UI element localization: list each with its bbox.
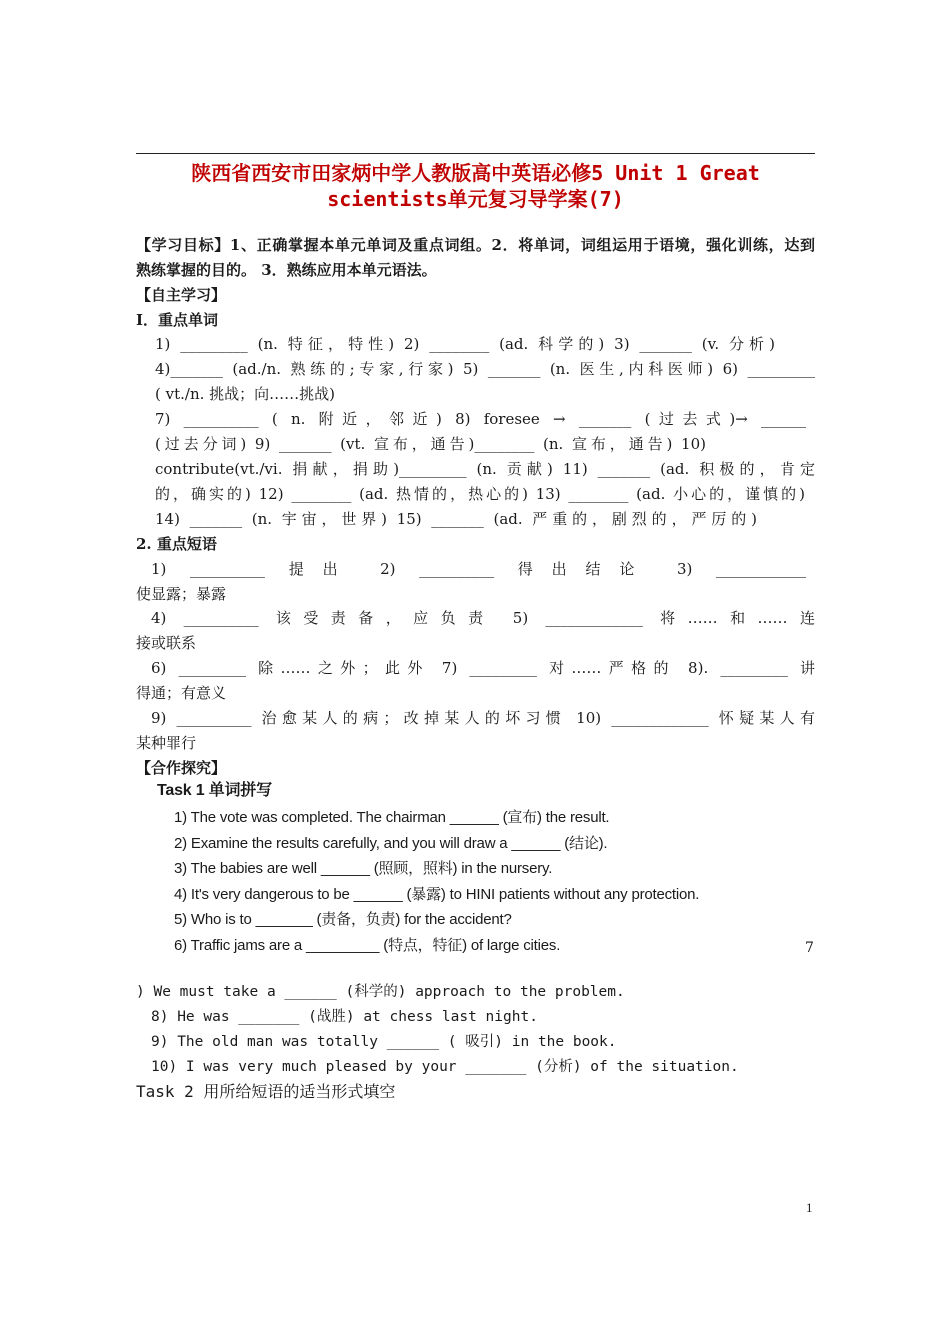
words-line-6: contribute(vt./vi. 捐献，捐助)_________ (n. 贡献) 11) _______ (ad. 积极的，肯定 [155, 460, 815, 478]
task1-item-10: 10) I was very much pleased by your _______ (分析) of the situation. [151, 1059, 739, 1075]
task1-item-6: 6) Traffic jams are a _________ (特点，特征) of large cities. [174, 937, 561, 954]
task1-item-4: 4) It's very dangerous to be ______ (暴露) to HINI patients without any protection. [174, 886, 700, 903]
words-line-8: 14) _______ (n. 宇宙，世界) 15) _______ (ad. 严重的，剧烈的，严厉的) [155, 510, 757, 528]
words-heading: I．重点单词 [136, 311, 219, 329]
task1-item-2: 2) Examine the results carefully, and you will draw a ______ (结论). [174, 835, 608, 852]
task1-heading: Task 1 单词拼写 [157, 782, 272, 799]
phrases-line-2: 使显露；暴露 [136, 585, 227, 603]
objectives-line-2: 熟练掌握的目的。 3．熟练应用本单元语法。 [136, 261, 437, 279]
document-title-line-1: 陕西省西安市田家炳中学人教版高中英语必修5 Unit 1 Great [191, 161, 760, 185]
phrases-line-6: 得通；有意义 [136, 684, 227, 702]
phrases-line-7: 9) __________ 治愈某人的病；改掉某人的坏习惯 10) _____________ 怀疑某人有 [151, 709, 815, 727]
phrases-line-5: 6) _________ 除……之外；此外 7) _________ 对……严格的 8). _________ 讲 [151, 659, 815, 677]
words-line-5: (过去分词) 9) _______ (vt. 宣布，通告)________ (n. 宣布，通告) 10) [155, 435, 706, 453]
phrases-line-3: 4) __________ 该受责备，应负责 5) _____________ 将……和……连 [151, 609, 815, 627]
task1-item-8: 8) He was _______ (战胜) at chess last night. [151, 1009, 538, 1025]
phrases-line-1: 1) __________ 提出 2) __________ 得出结论 3) ____________ [151, 560, 806, 578]
phrases-line-4: 接或联系 [136, 634, 197, 652]
phrases-line-8: 某种罪行 [136, 734, 197, 752]
task2-heading: Task 2 用所给短语的适当形式填空 [136, 1082, 396, 1101]
task1-item-5: 5) Who is to _______ (责备，负责) for the accident? [174, 911, 512, 928]
task1-item-9: 9) The old man was totally ______ ( 吸引) in the book. [151, 1034, 617, 1050]
cooperation-heading: 【合作探究】 [136, 759, 227, 777]
page-number: 1 [806, 1200, 813, 1215]
task1-item-1: 1) The vote was completed. The chairman ______ (宣布) the result. [174, 809, 610, 826]
objectives-line-1: 【学习目标】1、正确掌握本单元单词及重点词组。2．将单词，词组运用于语境，强化训练，达到 [136, 236, 815, 254]
words-line-1: 1) _________ (n. 特征，特性) 2) ________ (ad. 科学的) 3) _______ (v. 分析) [155, 335, 775, 353]
self-study-heading: 【自主学习】 [136, 286, 227, 304]
words-line-7: 的，确实的) 12) ________ (ad. 热情的，热心的) 13) ________ (ad. 小心的，谨慎的) [155, 485, 805, 503]
task1-item-3: 3) The babies are well ______ (照顾，照料) in the nursery. [174, 860, 553, 877]
document-title-line-2: scientists单元复习导学案(7) [327, 187, 624, 211]
words-line-3: ( vt./n. 挑战；向……挑战) [155, 385, 335, 403]
words-line-4: 7) __________ ( n. 附近，邻近) 8) foresee → _______ (过去式)→ ______ [155, 410, 806, 428]
title-rule [136, 153, 815, 154]
phrases-heading: 2. 重点短语 [136, 535, 217, 553]
task1-item-7: ) We must take a ______ (科学的) approach to the problem. [136, 984, 625, 1000]
words-line-2: 4)_______ (ad./n. 熟练的;专家,行家) 5) _______ (n. 医生,内科医师) 6) _________ [155, 360, 815, 378]
item-7-number: 7 [805, 940, 814, 956]
